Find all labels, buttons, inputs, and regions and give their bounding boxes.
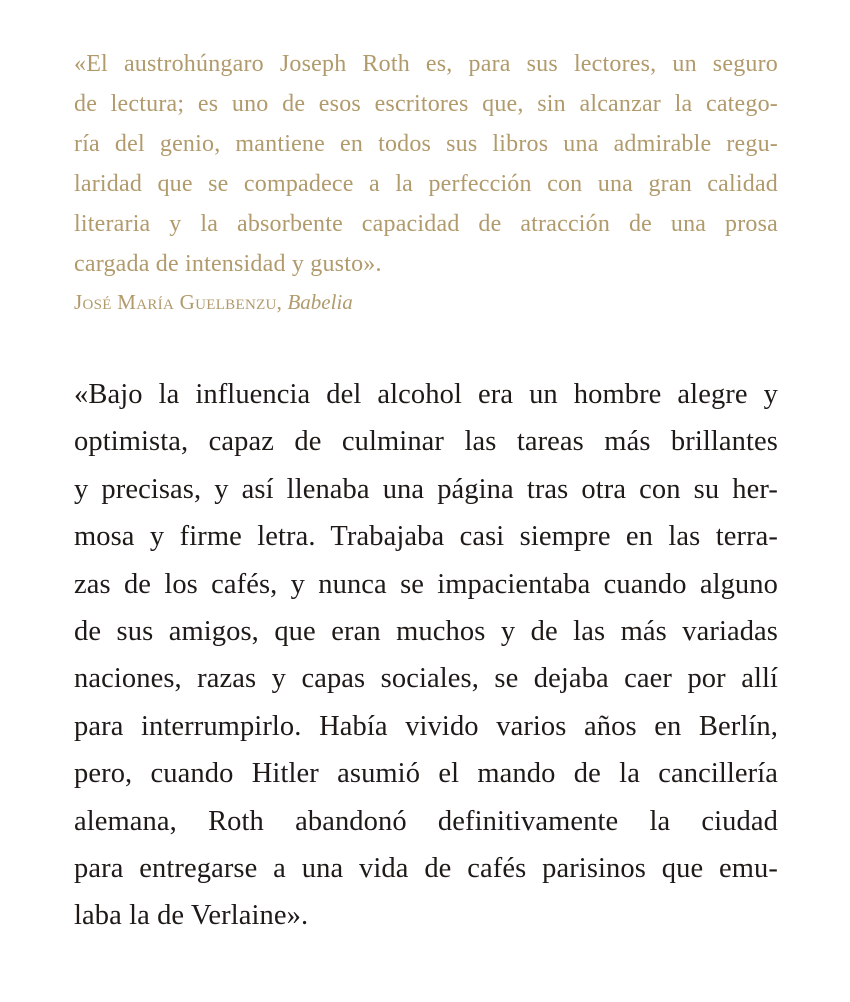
quote-line: mosa y firme letra. Trabajaba casi siempre en las terra- [74,521,778,553]
quote-line: optimista, capaz de culminar las tareas más brillantes [74,426,778,458]
quote-line: de lectura; es uno de esos escritores que, sin alcanzar la catego- [74,91,778,117]
quote-attribution [74,287,353,317]
quote-line: «Bajo la influencia del alcohol era un hombre alegre y [74,379,778,410]
quote-line: laba la de Verlaine». [74,900,309,932]
review-quote-babelia [74,44,778,284]
quote-line: cargada de intensidad y gusto». [74,251,382,277]
quote-line: ría del genio, mantiene en todos sus libros una admirable regu- [74,131,778,157]
quote-line: de sus amigos, que eran muchos y de las más variadas [74,616,778,648]
quote-line: «El austrohúngaro Joseph Roth es, para sus lectores, un seguro [74,51,778,77]
quote-line: naciones, razas y capas sociales, se dejaba caer por allí [74,663,778,695]
quote-line: zas de los cafés, y nunca se impacientaba cuando alguno [74,568,778,600]
quote-line: y precisas, y así llenaba una página tras otra con su her- [74,473,778,505]
quote-line: alemana, Roth abandonó definitivamente la ciudad [74,805,778,837]
quote-line: pero, cuando Hitler asumió el mando de la cancillería [74,758,778,790]
attribution-source: Babelia [287,290,353,314]
quote-line: literaria y la absorbente capacidad de atracción de una prosa [74,211,778,237]
quote-line: para interrumpirlo. Había vivido varios años en Berlín, [74,710,778,742]
biographical-quote [74,371,778,940]
quote-line: laridad que se compadece a la perfección con una gran calidad [74,171,778,197]
attribution-author: José María Guelbenzu, [74,290,283,314]
quote-line: para entregarse a una vida de cafés parisinos que emu- [74,853,778,885]
